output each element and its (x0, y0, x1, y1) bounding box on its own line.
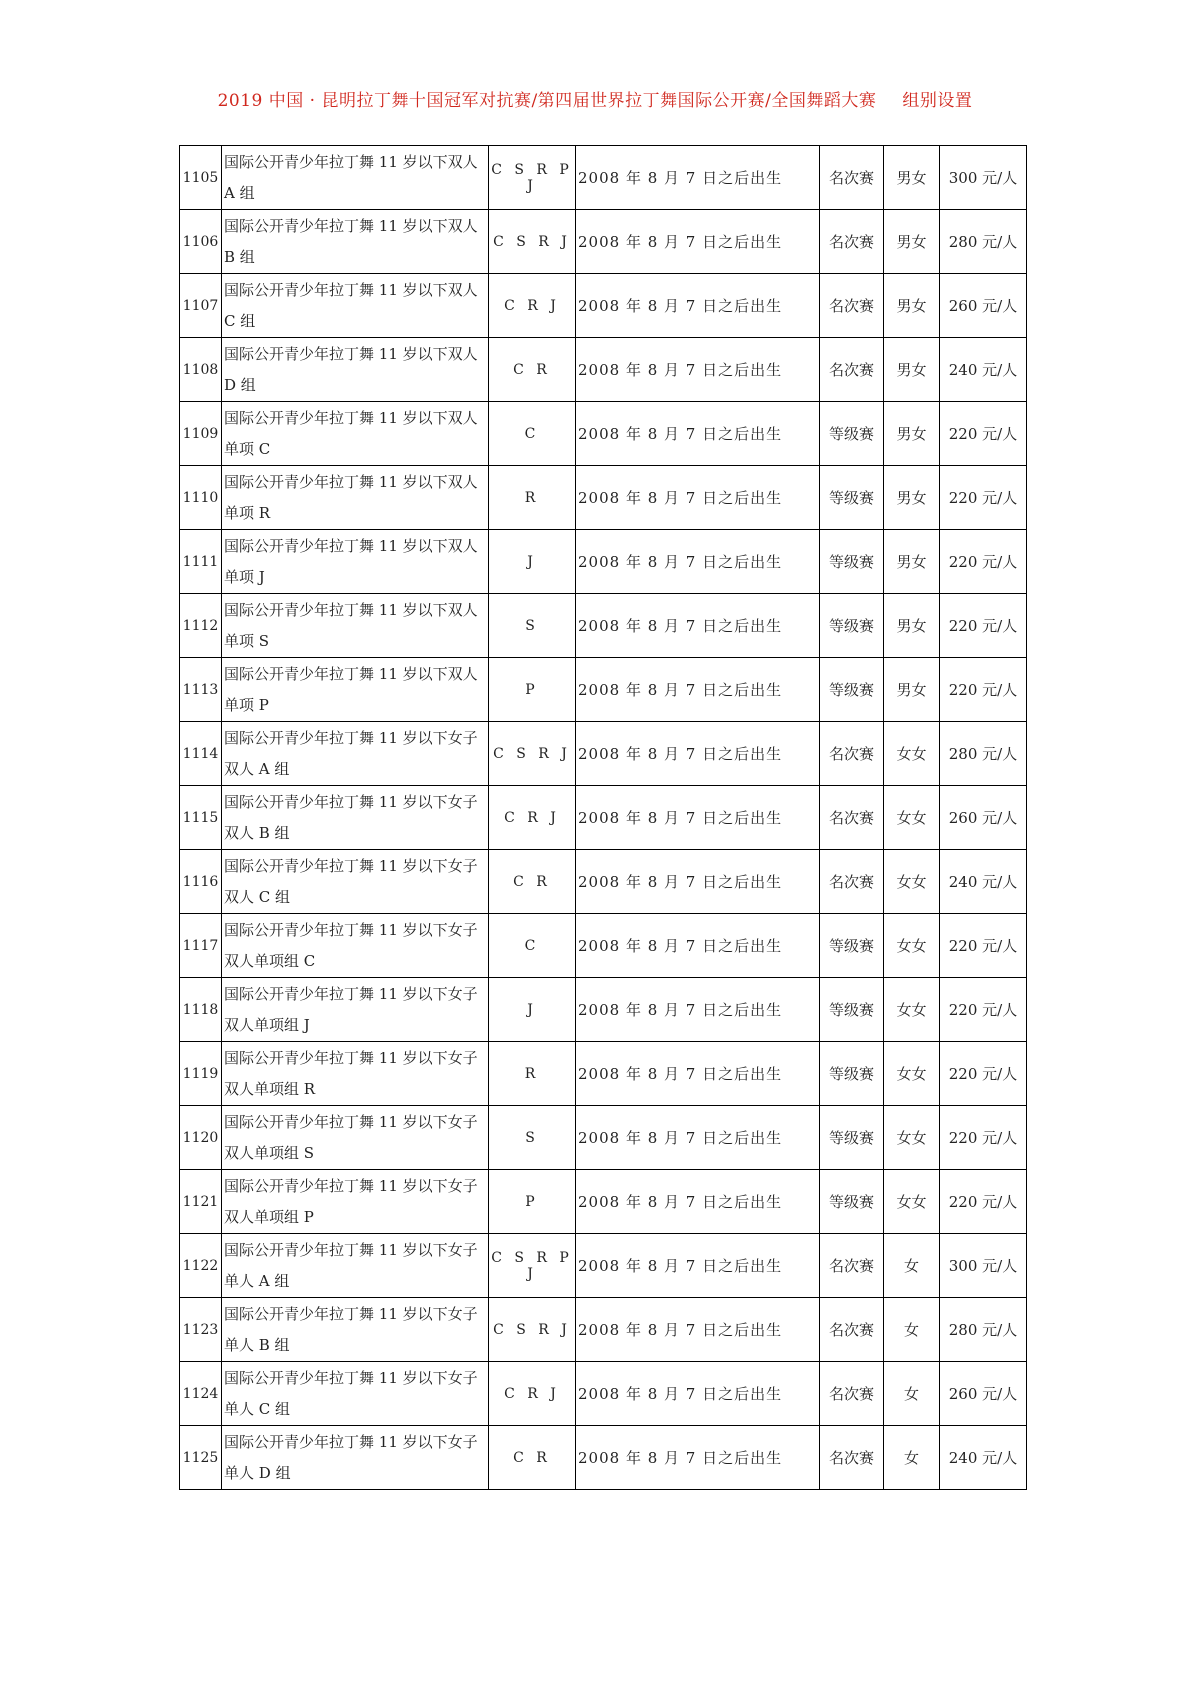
table-row (180, 850, 1027, 914)
page-header (0, 86, 1190, 111)
cell-competition-type: 名次赛 (820, 1426, 884, 1490)
cell-category-name: 国际公开青少年拉丁舞 11 岁以下女子 双人单项组 R (222, 1042, 489, 1106)
cell-gender: 女女 (884, 978, 940, 1042)
cell-gender: 男女 (884, 658, 940, 722)
cell-dances: C R (489, 1426, 576, 1490)
cell-dances: P (489, 1170, 576, 1234)
table-row (180, 722, 1027, 786)
cell-dances: C S R J (489, 722, 576, 786)
cell-competition-type: 等级赛 (820, 466, 884, 530)
cell-fee: 240 元/人 (940, 1426, 1027, 1490)
cell-competition-type: 等级赛 (820, 402, 884, 466)
cell-category-name: 国际公开青少年拉丁舞 11 岁以下女子 双人单项组 C (222, 914, 489, 978)
cell-fee: 220 元/人 (940, 594, 1027, 658)
cell-dances: P (489, 658, 576, 722)
cell-category-name: 国际公开青少年拉丁舞 11 岁以下双人 C 组 (222, 274, 489, 338)
cell-id: 1108 (180, 338, 222, 402)
cell-competition-type: 名次赛 (820, 722, 884, 786)
cell-category-name: 国际公开青少年拉丁舞 11 岁以下女子 单人 D 组 (222, 1426, 489, 1490)
category-table (179, 145, 1027, 1490)
cell-category-name: 国际公开青少年拉丁舞 11 岁以下女子 双人 B 组 (222, 786, 489, 850)
cell-birth-requirement: 2008 年 8 月 7 日之后出生 (576, 594, 820, 658)
cell-dances: R (489, 1042, 576, 1106)
cell-competition-type: 名次赛 (820, 786, 884, 850)
cell-gender: 女 (884, 1362, 940, 1426)
cell-gender: 女女 (884, 1106, 940, 1170)
cell-category-name: 国际公开青少年拉丁舞 11 岁以下双人 单项 P (222, 658, 489, 722)
cell-category-name: 国际公开青少年拉丁舞 11 岁以下双人 A 组 (222, 146, 489, 210)
cell-gender: 女女 (884, 1170, 940, 1234)
cell-competition-type: 名次赛 (820, 210, 884, 274)
cell-gender: 女女 (884, 722, 940, 786)
cell-fee: 300 元/人 (940, 1234, 1027, 1298)
cell-competition-type: 等级赛 (820, 530, 884, 594)
cell-competition-type: 等级赛 (820, 978, 884, 1042)
cell-dances: C R J (489, 274, 576, 338)
cell-category-name: 国际公开青少年拉丁舞 11 岁以下女子 双人单项组 J (222, 978, 489, 1042)
cell-birth-requirement: 2008 年 8 月 7 日之后出生 (576, 722, 820, 786)
cell-birth-requirement: 2008 年 8 月 7 日之后出生 (576, 274, 820, 338)
cell-fee: 220 元/人 (940, 466, 1027, 530)
cell-id: 1117 (180, 914, 222, 978)
table-row (180, 1170, 1027, 1234)
cell-birth-requirement: 2008 年 8 月 7 日之后出生 (576, 146, 820, 210)
table-row (180, 338, 1027, 402)
cell-competition-type: 等级赛 (820, 594, 884, 658)
cell-category-name: 国际公开青少年拉丁舞 11 岁以下双人 D 组 (222, 338, 489, 402)
cell-id: 1112 (180, 594, 222, 658)
cell-fee: 220 元/人 (940, 978, 1027, 1042)
cell-birth-requirement: 2008 年 8 月 7 日之后出生 (576, 1362, 820, 1426)
cell-id: 1118 (180, 978, 222, 1042)
cell-dances: C (489, 914, 576, 978)
cell-birth-requirement: 2008 年 8 月 7 日之后出生 (576, 850, 820, 914)
cell-gender: 男女 (884, 210, 940, 274)
cell-competition-type: 等级赛 (820, 1106, 884, 1170)
table-row (180, 1106, 1027, 1170)
cell-fee: 260 元/人 (940, 1362, 1027, 1426)
table-row (180, 914, 1027, 978)
cell-dances: C S R J (489, 210, 576, 274)
cell-id: 1110 (180, 466, 222, 530)
cell-competition-type: 等级赛 (820, 1170, 884, 1234)
cell-birth-requirement: 2008 年 8 月 7 日之后出生 (576, 1234, 820, 1298)
cell-competition-type: 等级赛 (820, 658, 884, 722)
cell-id: 1113 (180, 658, 222, 722)
cell-birth-requirement: 2008 年 8 月 7 日之后出生 (576, 1042, 820, 1106)
cell-birth-requirement: 2008 年 8 月 7 日之后出生 (576, 402, 820, 466)
category-table-body (180, 146, 1027, 1490)
cell-gender: 男女 (884, 466, 940, 530)
cell-birth-requirement: 2008 年 8 月 7 日之后出生 (576, 530, 820, 594)
table-row (180, 530, 1027, 594)
cell-birth-requirement: 2008 年 8 月 7 日之后出生 (576, 786, 820, 850)
document-subtitle: 组别设置 (902, 91, 973, 111)
cell-gender: 女 (884, 1234, 940, 1298)
cell-gender: 男女 (884, 594, 940, 658)
cell-dances: S (489, 594, 576, 658)
cell-birth-requirement: 2008 年 8 月 7 日之后出生 (576, 658, 820, 722)
cell-fee: 280 元/人 (940, 210, 1027, 274)
cell-fee: 220 元/人 (940, 1042, 1027, 1106)
cell-birth-requirement: 2008 年 8 月 7 日之后出生 (576, 1298, 820, 1362)
cell-gender: 女 (884, 1298, 940, 1362)
cell-gender: 女女 (884, 914, 940, 978)
cell-fee: 280 元/人 (940, 722, 1027, 786)
cell-id: 1115 (180, 786, 222, 850)
cell-birth-requirement: 2008 年 8 月 7 日之后出生 (576, 1426, 820, 1490)
cell-id: 1116 (180, 850, 222, 914)
table-row (180, 210, 1027, 274)
table-row (180, 274, 1027, 338)
cell-dances: C R (489, 850, 576, 914)
cell-category-name: 国际公开青少年拉丁舞 11 岁以下双人 单项 C (222, 402, 489, 466)
cell-dances: C R (489, 338, 576, 402)
cell-gender: 男女 (884, 402, 940, 466)
cell-gender: 男女 (884, 338, 940, 402)
cell-id: 1123 (180, 1298, 222, 1362)
cell-birth-requirement: 2008 年 8 月 7 日之后出生 (576, 978, 820, 1042)
table-row (180, 402, 1027, 466)
table-row (180, 594, 1027, 658)
cell-id: 1109 (180, 402, 222, 466)
cell-fee: 260 元/人 (940, 786, 1027, 850)
cell-dances: C S R P J (489, 1234, 576, 1298)
cell-fee: 220 元/人 (940, 530, 1027, 594)
cell-dances: C R J (489, 1362, 576, 1426)
cell-dances: C S R J (489, 1298, 576, 1362)
cell-category-name: 国际公开青少年拉丁舞 11 岁以下女子 双人 C 组 (222, 850, 489, 914)
cell-id: 1122 (180, 1234, 222, 1298)
cell-id: 1114 (180, 722, 222, 786)
document-title: 2019 中国 · 昆明拉丁舞十国冠军对抗赛/第四届世界拉丁舞国际公开赛/全国舞蹈大赛 (217, 91, 877, 111)
cell-category-name: 国际公开青少年拉丁舞 11 岁以下双人 单项 R (222, 466, 489, 530)
cell-birth-requirement: 2008 年 8 月 7 日之后出生 (576, 1106, 820, 1170)
table-row (180, 786, 1027, 850)
cell-category-name: 国际公开青少年拉丁舞 11 岁以下女子 双人单项组 P (222, 1170, 489, 1234)
cell-id: 1107 (180, 274, 222, 338)
cell-fee: 220 元/人 (940, 914, 1027, 978)
table-row (180, 1426, 1027, 1490)
cell-id: 1106 (180, 210, 222, 274)
table-row (180, 1298, 1027, 1362)
table-row (180, 466, 1027, 530)
cell-birth-requirement: 2008 年 8 月 7 日之后出生 (576, 338, 820, 402)
cell-competition-type: 名次赛 (820, 1234, 884, 1298)
cell-dances: S (489, 1106, 576, 1170)
cell-dances: C R J (489, 786, 576, 850)
cell-fee: 300 元/人 (940, 146, 1027, 210)
cell-gender: 男女 (884, 530, 940, 594)
cell-competition-type: 名次赛 (820, 146, 884, 210)
cell-category-name: 国际公开青少年拉丁舞 11 岁以下女子 双人 A 组 (222, 722, 489, 786)
cell-fee: 240 元/人 (940, 338, 1027, 402)
cell-id: 1111 (180, 530, 222, 594)
cell-dances: C S R P J (489, 146, 576, 210)
cell-competition-type: 名次赛 (820, 338, 884, 402)
cell-gender: 女女 (884, 850, 940, 914)
cell-fee: 280 元/人 (940, 1298, 1027, 1362)
cell-competition-type: 名次赛 (820, 1362, 884, 1426)
cell-gender: 女女 (884, 1042, 940, 1106)
cell-category-name: 国际公开青少年拉丁舞 11 岁以下双人 单项 J (222, 530, 489, 594)
cell-gender: 女 (884, 1426, 940, 1490)
cell-competition-type: 等级赛 (820, 1042, 884, 1106)
cell-gender: 女女 (884, 786, 940, 850)
cell-category-name: 国际公开青少年拉丁舞 11 岁以下女子 双人单项组 S (222, 1106, 489, 1170)
cell-competition-type: 等级赛 (820, 914, 884, 978)
cell-category-name: 国际公开青少年拉丁舞 11 岁以下女子 单人 A 组 (222, 1234, 489, 1298)
cell-category-name: 国际公开青少年拉丁舞 11 岁以下双人 B 组 (222, 210, 489, 274)
cell-gender: 男女 (884, 146, 940, 210)
cell-dances: J (489, 530, 576, 594)
table-row (180, 146, 1027, 210)
cell-fee: 240 元/人 (940, 850, 1027, 914)
cell-category-name: 国际公开青少年拉丁舞 11 岁以下双人 单项 S (222, 594, 489, 658)
cell-category-name: 国际公开青少年拉丁舞 11 岁以下女子 单人 C 组 (222, 1362, 489, 1426)
cell-id: 1120 (180, 1106, 222, 1170)
cell-category-name: 国际公开青少年拉丁舞 11 岁以下女子 单人 B 组 (222, 1298, 489, 1362)
cell-competition-type: 名次赛 (820, 850, 884, 914)
cell-id: 1119 (180, 1042, 222, 1106)
table-row (180, 1042, 1027, 1106)
cell-gender: 男女 (884, 274, 940, 338)
cell-birth-requirement: 2008 年 8 月 7 日之后出生 (576, 1170, 820, 1234)
cell-dances: C (489, 402, 576, 466)
table-row (180, 978, 1027, 1042)
cell-competition-type: 名次赛 (820, 274, 884, 338)
cell-id: 1105 (180, 146, 222, 210)
cell-id: 1125 (180, 1426, 222, 1490)
cell-fee: 220 元/人 (940, 658, 1027, 722)
cell-dances: R (489, 466, 576, 530)
cell-dances: J (489, 978, 576, 1042)
table-row (180, 658, 1027, 722)
cell-id: 1121 (180, 1170, 222, 1234)
cell-id: 1124 (180, 1362, 222, 1426)
table-row (180, 1234, 1027, 1298)
cell-fee: 220 元/人 (940, 1170, 1027, 1234)
cell-competition-type: 名次赛 (820, 1298, 884, 1362)
cell-fee: 220 元/人 (940, 1106, 1027, 1170)
cell-fee: 260 元/人 (940, 274, 1027, 338)
cell-birth-requirement: 2008 年 8 月 7 日之后出生 (576, 210, 820, 274)
cell-birth-requirement: 2008 年 8 月 7 日之后出生 (576, 466, 820, 530)
table-row (180, 1362, 1027, 1426)
cell-fee: 220 元/人 (940, 402, 1027, 466)
cell-birth-requirement: 2008 年 8 月 7 日之后出生 (576, 914, 820, 978)
